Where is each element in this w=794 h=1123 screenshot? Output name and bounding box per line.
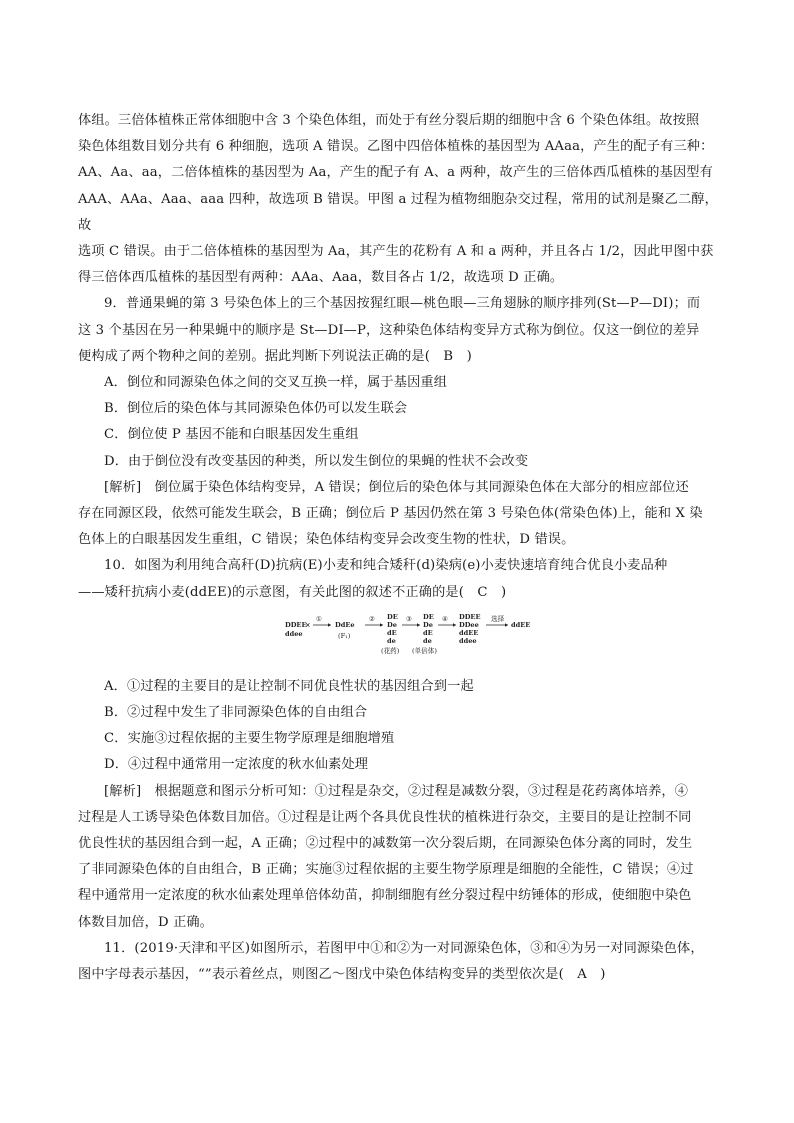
q10-stem-line: ——矮秆抗病小麦(ddEE)的示意图，有关此图的叙述不正确的是( C )	[78, 584, 507, 600]
content	[78, 108, 718, 988]
q9-option-d: D．由于倒位没有改变基因的种类，所以发生倒位的果蝇的性状不会改变	[104, 453, 529, 469]
haploid: de	[423, 636, 432, 645]
doubled-genotype: ddEE	[459, 628, 479, 637]
q10-analysis-line: 体数目加倍，D 正确。	[78, 914, 214, 930]
parent-1: DDEE	[285, 620, 307, 629]
q9-stem-line: 9．普通果蝇的第 3 号染色体上的三个基因按猩红眼—桃色眼—三角翅脉的顺序排列(St—P—DI)；而	[104, 296, 701, 312]
step-3-label: ③	[406, 614, 412, 623]
text-line: 染色体组数目划分共有 6 种细胞，选项 A 错误。乙图中四倍体植株的基因型为 AAaa，产生的配子有三种：	[78, 139, 714, 155]
q9-option-b: B．倒位后的染色体与其同源染色体仍可以发生联会	[104, 401, 408, 417]
haploid: dE	[423, 628, 433, 637]
step-1-label: ①	[316, 614, 322, 623]
arrow-2-head	[380, 623, 383, 627]
breeding-diagram-svg	[283, 612, 543, 670]
q10-analysis-line: 程中通常用一定浓度的秋水仙素处理单倍体幼苗，抑制细胞有丝分裂过程中纺锤体的形成，使细胞中染色	[78, 888, 692, 904]
text-line: 选项 C 错误。由于二倍体植株的基因型为 Aa，其产生的花粉有 A 和 a 两种，并且各占 1/2，因此甲图中获	[78, 244, 714, 260]
q11-stem-line: 图中字母表示基因，“”表示着丝点，则图乙～图戊中染色体结构变异的类型依次是( A )	[78, 967, 606, 983]
q10-stem-line: 10．如图为利用纯合高秆(D)抗病(E)小麦和纯合矮秆(d)染病(e)小麦快速培育纯合优良小麦品种	[104, 558, 668, 574]
q10-option-a: A．①过程的主要目的是让控制不同优良性状的基因组合到一起	[104, 678, 474, 694]
gametes-label: (花药)	[381, 646, 400, 655]
q10-option-d: D．④过程中通常用一定浓度的秋水仙素处理	[104, 757, 369, 773]
f1-label: (F₁)	[338, 631, 351, 640]
doubled-genotype: ddee	[459, 636, 477, 645]
gamete: DE	[387, 612, 398, 621]
f1-genotype: DdEe	[335, 620, 355, 629]
arrow-4-head	[453, 623, 456, 627]
gamete: de	[387, 636, 396, 645]
q11-stem-line: 11．(2019·天津和平区)如图所示，若图甲中①和②为一对同源染色体，③和④为另一对同源染色体，	[104, 940, 704, 956]
parent-2: ddee	[285, 629, 303, 638]
step-2-label: ②	[369, 614, 375, 623]
select-label: 选择	[491, 614, 505, 623]
q10-analysis-line: 了非同源染色体的自由组合，B 正确；实施③过程依据的主要生物学原理是细胞的全能性，C 错误；④过	[78, 862, 694, 878]
cross-sign: ×	[305, 620, 311, 629]
arrow-5-head	[505, 623, 508, 627]
gamete: De	[387, 620, 397, 629]
q10-analysis-line: [解析] 根据题意和图示分析可知：①过程是杂交，②过程是减数分裂，③过程是花药离体培养，④	[104, 783, 689, 799]
arrow-1-head	[328, 623, 331, 627]
doubled-genotype: DDEE	[459, 612, 481, 621]
text-line: AAA、AAa、Aaa、aaa 四种，故选项 B 错误。甲图 a 过程为植物细胞杂交过程，常用的试剂是聚乙二醇，故	[78, 191, 718, 233]
q10-analysis-line: 优良性状的基因组合到一起，A 正确；②过程中的减数第一次分裂后期，在同源染色体分离的同时，发生	[78, 836, 693, 852]
text-line: AA、Aa、aa，二倍体植株的基因型为 Aa，产生的配子有 A、a 两种，故产生的三倍体西瓜植株的基因型有	[78, 165, 713, 181]
q9-option-c: C．倒位使 P 基因不能和白眼基因发生重组	[104, 427, 359, 443]
text-line: 体组。三倍体植株正常体细胞中含 3 个染色体组，而处于有丝分裂后期的细胞中含 6 个染色体组。故按照	[78, 113, 700, 128]
q9-stem-line: 这 3 个基因在另一种果蝇中的顺序是 St—DI—P，这种染色体结构变异方式称为倒位。仅这一倒位的差异	[78, 322, 700, 338]
doubled-genotype: DDee	[459, 620, 479, 629]
result-genotype: ddEE	[511, 620, 531, 629]
step-4-label: ④	[442, 614, 448, 623]
arrow-3-head	[417, 623, 420, 627]
q10-option-c: C．实施③过程依据的主要生物学原理是细胞增殖	[104, 731, 395, 747]
q9-stem-line: 便构成了两个物种之间的差别。据此判断下列说法正确的是( B )	[78, 348, 472, 364]
haploid: De	[423, 620, 433, 629]
q10-option-b: B．②过程中发生了非同源染色体的自由组合	[104, 705, 368, 721]
q10-analysis-line: 过程是人工诱导染色体数目加倍。①过程是让两个各具优良性状的植株进行杂交，主要目的是让控制不同	[78, 809, 692, 825]
breeding-diagram	[78, 612, 718, 670]
haploids-label: (单倍体)	[412, 646, 437, 655]
haploid: DE	[423, 612, 434, 621]
q9-option-a: A．倒位和同源染色体之间的交叉互换一样，属于基因重组	[104, 375, 448, 391]
q9-analysis-line: 存在同源区段，依然可能发生联会，B 正确；倒位后 P 基因仍然在第 3 号染色体(常染色体)上，能和 X 染	[78, 506, 703, 522]
q9-analysis-line: [解析] 倒位属于染色体结构变异，A 错误；倒位后的染色体与其同源染色体在大部分的相应部位还	[104, 479, 689, 495]
q9-analysis-line: 色体上的白眼基因发生重组，C 错误；染色体结构变异会改变生物的性状，D 错误。	[78, 532, 575, 548]
text-line: 得三倍体西瓜植株的基因型有两种：AAa、Aaa，数目各占 1/2，故选项 D 正确。	[78, 270, 564, 286]
gamete: dE	[387, 628, 397, 637]
